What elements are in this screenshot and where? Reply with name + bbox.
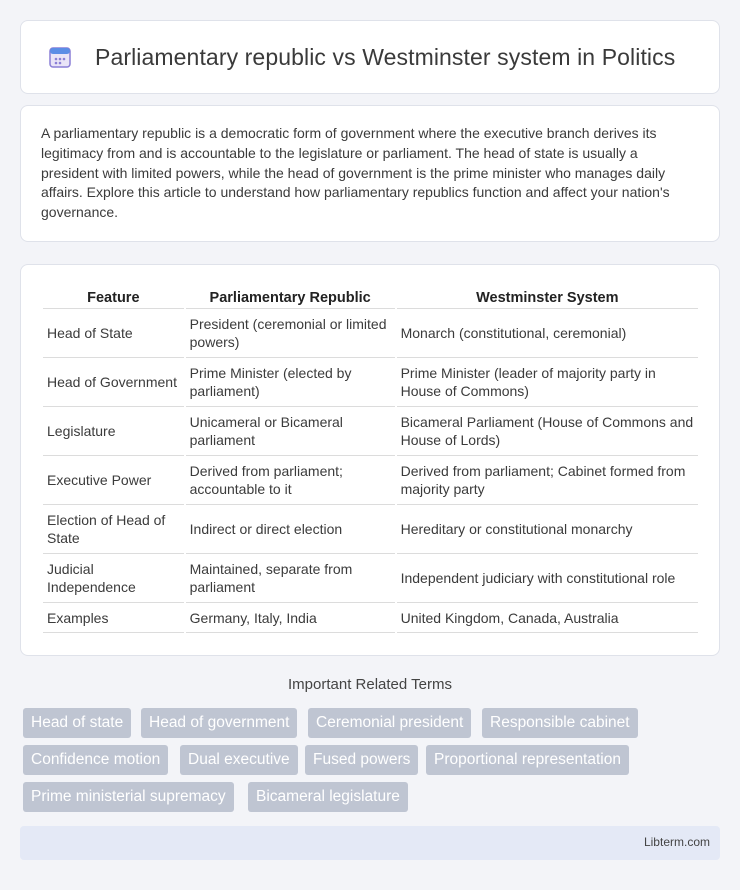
table-cell: Bicameral Parliament (House of Commons and House of Lords) (397, 407, 698, 456)
table-cell: Derived from parliament; accountable to it (186, 456, 395, 505)
comparison-table-card (20, 264, 720, 656)
tag-head-of-government[interactable]: Head of government (141, 708, 297, 738)
column-header-feature: Feature (43, 285, 184, 309)
table-cell: Examples (43, 603, 184, 633)
footer-site-link[interactable]: Libterm.com (643, 835, 710, 849)
table-cell: President (ceremonial or limited powers) (186, 309, 395, 358)
tag-responsible-cabinet[interactable]: Responsible cabinet (482, 708, 638, 738)
tag-dual-executive[interactable]: Dual executive (180, 745, 298, 775)
page-title: Parliamentary republic vs Westminster system in Politics (95, 43, 676, 70)
column-header-parliamentary-republic: Parliamentary Republic (186, 285, 395, 309)
tag-head-of-state[interactable]: Head of state (23, 708, 131, 738)
table-cell: Head of State (43, 309, 184, 358)
table-cell: Judicial Independence (43, 554, 184, 603)
table-cell: Head of Government (43, 358, 184, 407)
tag-bicameral-legislature[interactable]: Bicameral legislature (248, 782, 408, 812)
table-cell: Monarch (constitutional, ceremonial) (397, 309, 698, 358)
table-cell: Prime Minister (leader of majority party in House of Commons) (397, 358, 698, 407)
table-cell: Maintained, separate from parliament (186, 554, 395, 603)
table-row (43, 456, 698, 505)
column-header-westminster-system: Westminster System (397, 285, 698, 309)
tag-proportional-representation[interactable]: Proportional representation (426, 745, 629, 775)
table-cell: Unicameral or Bicameral parliament (186, 407, 395, 456)
intro-card (20, 105, 720, 242)
table-cell: Election of Head of State (43, 505, 184, 554)
intro-text: A parliamentary republic is a democratic form of government where the executive branch derives its legitimacy from and is accountable to the legislature or parliament. The head of state is usually a president with limited powers, while the head of government is the prime minister who manages daily affairs. Explore this article to understand how parliamentary republics function and affect your nation's governance. (41, 125, 670, 221)
table-cell: United Kingdom, Canada, Australia (397, 603, 698, 633)
table-row (43, 407, 698, 456)
footer (20, 826, 720, 860)
table-cell: Hereditary or constitutional monarchy (397, 505, 698, 554)
tag-ceremonial-president[interactable]: Ceremonial president (308, 708, 471, 738)
table-header-row (43, 285, 698, 309)
tag-prime-ministerial-supremacy[interactable]: Prime ministerial supremacy (23, 782, 234, 812)
table-cell: Legislature (43, 407, 184, 456)
table-cell: Prime Minister (elected by parliament) (186, 358, 395, 407)
comparison-table (41, 285, 700, 633)
table-row (43, 554, 698, 603)
table-row (43, 505, 698, 554)
table-row (43, 603, 698, 633)
table-cell: Germany, Italy, India (186, 603, 395, 633)
calendar-icon (47, 44, 73, 70)
table-cell: Derived from parliament; Cabinet formed from majority party (397, 456, 698, 505)
table-row (43, 309, 698, 358)
table-cell: Executive Power (43, 456, 184, 505)
related-terms-title: Important Related Terms (288, 676, 452, 693)
tag-confidence-motion[interactable]: Confidence motion (23, 745, 168, 775)
header-card (20, 20, 720, 94)
table-cell: Independent judiciary with constitutional role (397, 554, 698, 603)
table-cell: Indirect or direct election (186, 505, 395, 554)
table-row (43, 358, 698, 407)
tag-fused-powers[interactable]: Fused powers (305, 745, 418, 775)
